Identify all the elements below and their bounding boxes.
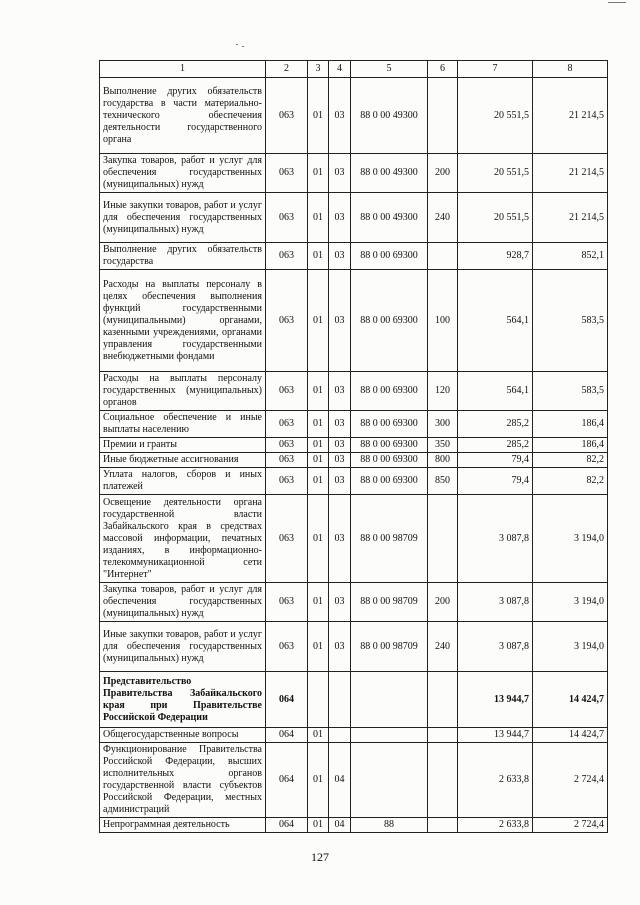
value-cell-c8: 3 194,0 [533,495,608,583]
table-row [100,411,608,438]
value-cell-c3: 01 [308,468,329,495]
column-header: 5 [351,61,428,78]
value-cell-c8: 186,4 [533,411,608,438]
value-cell-c6 [428,78,458,154]
value-cell-c8: 82,2 [533,468,608,495]
value-cell-c3: 01 [308,495,329,583]
value-cell-c4: 03 [329,154,351,193]
value-cell-c7: 2 633,8 [458,818,533,833]
value-cell-c4: 03 [329,372,351,411]
value-cell-c3: 01 [308,438,329,453]
value-cell-c8: 21 214,5 [533,193,608,243]
value-cell-c7: 20 551,5 [458,154,533,193]
value-cell-c5: 88 0 00 69300 [351,468,428,495]
value-cell-c2: 063 [266,468,308,495]
value-cell-c7: 2 633,8 [458,743,533,818]
column-header: 2 [266,61,308,78]
table-row [100,193,608,243]
value-cell-c4: 03 [329,411,351,438]
value-cell-c2: 063 [266,411,308,438]
table-row [100,622,608,672]
value-cell-c7: 20 551,5 [458,193,533,243]
value-cell-c4: 04 [329,818,351,833]
page-number: 127 [311,850,329,864]
value-cell-c4: 03 [329,193,351,243]
value-cell-c4: 03 [329,438,351,453]
row-name-cell: Общегосударственные вопросы [100,728,266,743]
scan-speck [242,46,244,47]
value-cell-c5: 88 [351,818,428,833]
value-cell-c3: 01 [308,453,329,468]
value-cell-c6: 100 [428,270,458,372]
table-row [100,372,608,411]
value-cell-c8: 3 194,0 [533,583,608,622]
column-header: 3 [308,61,329,78]
value-cell-c7: 79,4 [458,468,533,495]
scan-speck [236,44,238,45]
row-name-cell: Социальное обеспечение и иные выплаты населению [100,411,266,438]
value-cell-c6: 240 [428,193,458,243]
table-row [100,743,608,818]
value-cell-c2: 063 [266,372,308,411]
value-cell-c6: 850 [428,468,458,495]
value-cell-c5: 88 0 00 98709 [351,622,428,672]
value-cell-c4: 03 [329,583,351,622]
table-row [100,154,608,193]
value-cell-c5: 88 0 00 98709 [351,495,428,583]
value-cell-c5 [351,672,428,728]
value-cell-c2: 063 [266,193,308,243]
row-name-cell: Уплата налогов, сборов и иных платежей [100,468,266,495]
value-cell-c7: 3 087,8 [458,622,533,672]
value-cell-c5: 88 0 00 49300 [351,193,428,243]
value-cell-c5: 88 0 00 49300 [351,154,428,193]
table-row [100,468,608,495]
row-name-cell: Выполнение других обязательств государства [100,243,266,270]
value-cell-c2: 063 [266,78,308,154]
value-cell-c7: 285,2 [458,438,533,453]
value-cell-c3: 01 [308,728,329,743]
value-cell-c3: 01 [308,154,329,193]
table-row [100,818,608,833]
value-cell-c7: 13 944,7 [458,672,533,728]
value-cell-c6 [428,743,458,818]
row-name-cell: Расходы на выплаты персоналу государственных (муниципальных) органов [100,372,266,411]
value-cell-c4: 03 [329,495,351,583]
value-cell-c3 [308,672,329,728]
value-cell-c8: 583,5 [533,372,608,411]
value-cell-c8: 21 214,5 [533,78,608,154]
value-cell-c6 [428,243,458,270]
value-cell-c8: 14 424,7 [533,672,608,728]
value-cell-c4: 03 [329,468,351,495]
value-cell-c4: 04 [329,743,351,818]
value-cell-c2: 064 [266,743,308,818]
value-cell-c3: 01 [308,193,329,243]
value-cell-c5: 88 0 00 69300 [351,270,428,372]
row-name-cell: Расходы на выплаты персоналу в целях обеспечения выполнения функций государственными (муниципальными) органами, казенными учреждениями, органами управления государственными внебюджетными фондами [100,270,266,372]
value-cell-c6: 350 [428,438,458,453]
value-cell-c5: 88 0 00 69300 [351,438,428,453]
value-cell-c3: 01 [308,583,329,622]
value-cell-c2: 063 [266,438,308,453]
value-cell-c5: 88 0 00 98709 [351,583,428,622]
value-cell-c4: 03 [329,453,351,468]
row-name-cell: Иные закупки товаров, работ и услуг для обеспечения государственных (муниципальных) нужд [100,193,266,243]
value-cell-c2: 064 [266,818,308,833]
value-cell-c3: 01 [308,78,329,154]
value-cell-c5: 88 0 00 49300 [351,78,428,154]
value-cell-c2: 064 [266,728,308,743]
column-header: 4 [329,61,351,78]
value-cell-c7: 13 944,7 [458,728,533,743]
value-cell-c7: 3 087,8 [458,495,533,583]
table-row [100,583,608,622]
row-name-cell: Иные бюджетные ассигнования [100,453,266,468]
value-cell-c2: 063 [266,270,308,372]
value-cell-c8: 852,1 [533,243,608,270]
value-cell-c2: 063 [266,243,308,270]
value-cell-c6: 200 [428,154,458,193]
value-cell-c8: 2 724,4 [533,743,608,818]
value-cell-c2: 063 [266,154,308,193]
value-cell-c6: 800 [428,453,458,468]
value-cell-c7: 564,1 [458,270,533,372]
value-cell-c8: 186,4 [533,438,608,453]
value-cell-c7: 285,2 [458,411,533,438]
value-cell-c4: 03 [329,622,351,672]
row-name-cell: Премии и гранты [100,438,266,453]
value-cell-c2: 063 [266,622,308,672]
row-name-cell: Иные закупки товаров, работ и услуг для обеспечения государственных (муниципальных) нужд [100,622,266,672]
value-cell-c7: 564,1 [458,372,533,411]
value-cell-c8: 14 424,7 [533,728,608,743]
value-cell-c2: 064 [266,672,308,728]
value-cell-c4: 03 [329,270,351,372]
value-cell-c8: 2 724,4 [533,818,608,833]
table-row [100,78,608,154]
value-cell-c6: 200 [428,583,458,622]
row-name-cell: Непрограммная деятельность [100,818,266,833]
table-header-row [100,61,608,78]
value-cell-c6 [428,818,458,833]
value-cell-c3: 01 [308,411,329,438]
value-cell-c3: 01 [308,270,329,372]
value-cell-c6: 300 [428,411,458,438]
value-cell-c4 [329,728,351,743]
value-cell-c6 [428,495,458,583]
value-cell-c7: 20 551,5 [458,78,533,154]
value-cell-c4: 03 [329,243,351,270]
value-cell-c2: 063 [266,453,308,468]
row-name-cell: Представительство Правительства Забайкальского края при Правительстве Российской Федерации [100,672,266,728]
value-cell-c6: 240 [428,622,458,672]
value-cell-c6 [428,728,458,743]
value-cell-c4 [329,672,351,728]
table-row [100,270,608,372]
value-cell-c7: 3 087,8 [458,583,533,622]
value-cell-c3: 01 [308,243,329,270]
value-cell-c8: 21 214,5 [533,154,608,193]
column-header: 8 [533,61,608,78]
value-cell-c4: 03 [329,78,351,154]
row-name-cell: Функционирование Правительства Российской Федерации, высших исполнительных органов государственной власти субъектов Российской Федерации, местных администраций [100,743,266,818]
table-row [100,728,608,743]
value-cell-c6 [428,672,458,728]
scan-speck [608,2,626,3]
value-cell-c3: 01 [308,818,329,833]
value-cell-c3: 01 [308,622,329,672]
table-row [100,495,608,583]
value-cell-c8: 583,5 [533,270,608,372]
table-row [100,672,608,728]
value-cell-c8: 3 194,0 [533,622,608,672]
value-cell-c2: 063 [266,495,308,583]
value-cell-c6: 120 [428,372,458,411]
value-cell-c8: 82,2 [533,453,608,468]
table-row [100,243,608,270]
value-cell-c5 [351,728,428,743]
column-header: 6 [428,61,458,78]
table-row [100,438,608,453]
row-name-cell: Выполнение других обязательств государства в части материально-технического обеспечения деятельности государственного органа [100,78,266,154]
value-cell-c7: 928,7 [458,243,533,270]
budget-table [99,60,608,833]
row-name-cell: Закупка товаров, работ и услуг для обеспечения государственных (муниципальных) нужд [100,154,266,193]
value-cell-c5: 88 0 00 69300 [351,372,428,411]
table-row [100,453,608,468]
value-cell-c3: 01 [308,743,329,818]
row-name-cell: Освещение деятельности органа государственной власти Забайкальского края в средствах массовой информации, печатных изданиях, в информационно-телекоммуникационной сети "Интернет" [100,495,266,583]
value-cell-c7: 79,4 [458,453,533,468]
row-name-cell: Закупка товаров, работ и услуг для обеспечения государственных (муниципальных) нужд [100,583,266,622]
column-header: 1 [100,61,266,78]
column-header: 7 [458,61,533,78]
value-cell-c5 [351,743,428,818]
value-cell-c3: 01 [308,372,329,411]
value-cell-c5: 88 0 00 69300 [351,453,428,468]
value-cell-c2: 063 [266,583,308,622]
value-cell-c5: 88 0 00 69300 [351,243,428,270]
value-cell-c5: 88 0 00 69300 [351,411,428,438]
